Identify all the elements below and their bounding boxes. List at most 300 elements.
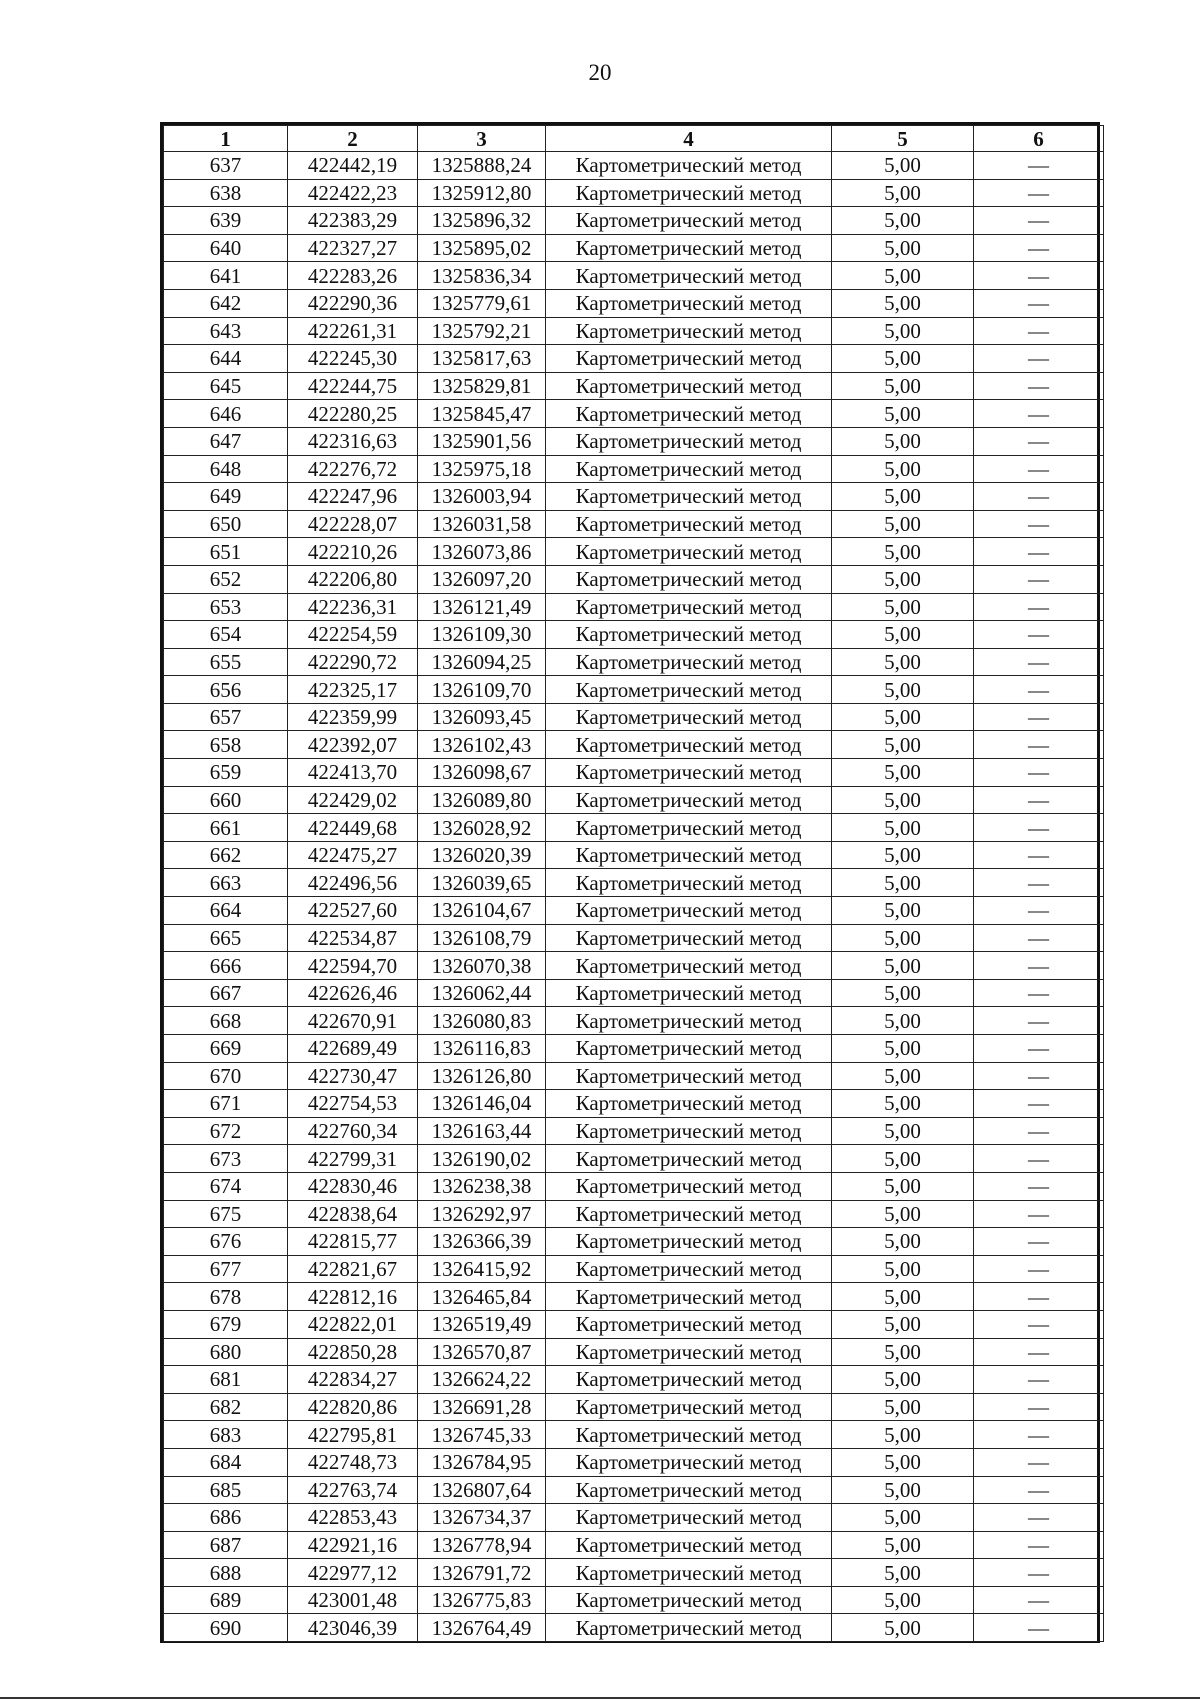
precision-cell: 5,00 [832, 1559, 974, 1587]
y-coordinate-cell: 1325888,24 [418, 152, 546, 180]
x-coordinate-cell: 422276,72 [288, 455, 418, 483]
x-coordinate-cell: 422853,43 [288, 1504, 418, 1532]
method-cell: Картометрический метод [546, 152, 832, 180]
point-number-cell: 682 [164, 1393, 288, 1421]
point-number-cell: 669 [164, 1035, 288, 1063]
y-coordinate-cell: 1325901,56 [418, 427, 546, 455]
point-number-cell: 668 [164, 1007, 288, 1035]
point-number-cell: 678 [164, 1283, 288, 1311]
header-col-6: 6 [974, 126, 1104, 152]
note-cell: — [974, 759, 1104, 787]
note-cell: — [974, 1035, 1104, 1063]
point-number-cell: 681 [164, 1366, 288, 1394]
y-coordinate-cell: 1326778,94 [418, 1531, 546, 1559]
precision-cell: 5,00 [832, 676, 974, 704]
precision-cell: 5,00 [832, 262, 974, 290]
y-coordinate-cell: 1326238,38 [418, 1172, 546, 1200]
table-row [164, 1310, 1104, 1338]
x-coordinate-cell: 422290,72 [288, 648, 418, 676]
precision-cell: 5,00 [832, 1117, 974, 1145]
precision-cell: 5,00 [832, 455, 974, 483]
point-number-cell: 660 [164, 786, 288, 814]
table-row [164, 1476, 1104, 1504]
precision-cell: 5,00 [832, 648, 974, 676]
method-cell: Картометрический метод [546, 400, 832, 428]
method-cell: Картометрический метод [546, 1007, 832, 1035]
method-cell: Картометрический метод [546, 1559, 832, 1587]
y-coordinate-cell: 1326745,33 [418, 1421, 546, 1449]
point-number-cell: 646 [164, 400, 288, 428]
point-number-cell: 659 [164, 759, 288, 787]
point-number-cell: 680 [164, 1338, 288, 1366]
method-cell: Картометрический метод [546, 869, 832, 897]
y-coordinate-cell: 1326109,30 [418, 621, 546, 649]
table-row [164, 1228, 1104, 1256]
y-coordinate-cell: 1326366,39 [418, 1228, 546, 1256]
table-row [164, 869, 1104, 897]
y-coordinate-cell: 1326039,65 [418, 869, 546, 897]
y-coordinate-cell: 1326775,83 [418, 1586, 546, 1614]
point-number-cell: 688 [164, 1559, 288, 1587]
point-number-cell: 658 [164, 731, 288, 759]
note-cell: — [974, 538, 1104, 566]
table-row [164, 1614, 1104, 1642]
note-cell: — [974, 234, 1104, 262]
y-coordinate-cell: 1325896,32 [418, 207, 546, 235]
y-coordinate-cell: 1325817,63 [418, 345, 546, 373]
method-cell: Картометрический метод [546, 207, 832, 235]
precision-cell: 5,00 [832, 1448, 974, 1476]
precision-cell: 5,00 [832, 1255, 974, 1283]
method-cell: Картометрический метод [546, 1448, 832, 1476]
x-coordinate-cell: 422821,67 [288, 1255, 418, 1283]
y-coordinate-cell: 1326465,84 [418, 1283, 546, 1311]
table-row [164, 1366, 1104, 1394]
precision-cell: 5,00 [832, 814, 974, 842]
note-cell: — [974, 1200, 1104, 1228]
precision-cell: 5,00 [832, 538, 974, 566]
table-row [164, 483, 1104, 511]
point-number-cell: 648 [164, 455, 288, 483]
note-cell: — [974, 1504, 1104, 1532]
method-cell: Картометрический метод [546, 1200, 832, 1228]
table-row [164, 427, 1104, 455]
precision-cell: 5,00 [832, 1283, 974, 1311]
x-coordinate-cell: 422594,70 [288, 952, 418, 980]
method-cell: Картометрический метод [546, 372, 832, 400]
table-row [164, 317, 1104, 345]
y-coordinate-cell: 1326734,37 [418, 1504, 546, 1532]
x-coordinate-cell: 422689,49 [288, 1035, 418, 1063]
page-number: 20 [588, 60, 612, 85]
x-coordinate-cell: 422290,36 [288, 289, 418, 317]
table-row [164, 262, 1104, 290]
point-number-cell: 642 [164, 289, 288, 317]
note-cell: — [974, 731, 1104, 759]
y-coordinate-cell: 1326109,70 [418, 676, 546, 704]
precision-cell: 5,00 [832, 1476, 974, 1504]
point-number-cell: 637 [164, 152, 288, 180]
header-col-3: 3 [418, 126, 546, 152]
coordinates-table [160, 122, 1100, 1643]
precision-cell: 5,00 [832, 1504, 974, 1532]
table-row [164, 759, 1104, 787]
note-cell: — [974, 1421, 1104, 1449]
note-cell: — [974, 427, 1104, 455]
table-row [164, 207, 1104, 235]
precision-cell: 5,00 [832, 179, 974, 207]
x-coordinate-cell: 422413,70 [288, 759, 418, 787]
note-cell: — [974, 1310, 1104, 1338]
point-number-cell: 654 [164, 621, 288, 649]
x-coordinate-cell: 422475,27 [288, 841, 418, 869]
y-coordinate-cell: 1326163,44 [418, 1117, 546, 1145]
point-number-cell: 655 [164, 648, 288, 676]
x-coordinate-cell: 422228,07 [288, 510, 418, 538]
note-cell: — [974, 897, 1104, 925]
note-cell: — [974, 1559, 1104, 1587]
x-coordinate-cell: 422449,68 [288, 814, 418, 842]
method-cell: Картометрический метод [546, 1421, 832, 1449]
note-cell: — [974, 1007, 1104, 1035]
y-coordinate-cell: 1326292,97 [418, 1200, 546, 1228]
point-number-cell: 639 [164, 207, 288, 235]
method-cell: Картометрический метод [546, 1393, 832, 1421]
method-cell: Картометрический метод [546, 731, 832, 759]
y-coordinate-cell: 1326098,67 [418, 759, 546, 787]
method-cell: Картометрический метод [546, 1145, 832, 1173]
method-cell: Картометрический метод [546, 1504, 832, 1532]
y-coordinate-cell: 1325912,80 [418, 179, 546, 207]
y-coordinate-cell: 1326415,92 [418, 1255, 546, 1283]
x-coordinate-cell: 422280,25 [288, 400, 418, 428]
x-coordinate-cell: 422496,56 [288, 869, 418, 897]
table-row [164, 1200, 1104, 1228]
method-cell: Картометрический метод [546, 897, 832, 925]
point-number-cell: 665 [164, 924, 288, 952]
table-row [164, 345, 1104, 373]
point-number-cell: 650 [164, 510, 288, 538]
table-row [164, 952, 1104, 980]
table-row [164, 1255, 1104, 1283]
point-number-cell: 661 [164, 814, 288, 842]
method-cell: Картометрический метод [546, 1117, 832, 1145]
table-row [164, 621, 1104, 649]
x-coordinate-cell: 422442,19 [288, 152, 418, 180]
table-row [164, 1531, 1104, 1559]
point-number-cell: 643 [164, 317, 288, 345]
precision-cell: 5,00 [832, 1228, 974, 1256]
point-number-cell: 663 [164, 869, 288, 897]
table-row [164, 1007, 1104, 1035]
point-number-cell: 644 [164, 345, 288, 373]
y-coordinate-cell: 1325895,02 [418, 234, 546, 262]
y-coordinate-cell: 1326070,38 [418, 952, 546, 980]
table-row [164, 841, 1104, 869]
precision-cell: 5,00 [832, 510, 974, 538]
y-coordinate-cell: 1326807,64 [418, 1476, 546, 1504]
method-cell: Картометрический метод [546, 621, 832, 649]
point-number-cell: 656 [164, 676, 288, 704]
method-cell: Картометрический метод [546, 841, 832, 869]
method-cell: Картометрический метод [546, 345, 832, 373]
table-row [164, 676, 1104, 704]
x-coordinate-cell: 422820,86 [288, 1393, 418, 1421]
point-number-cell: 676 [164, 1228, 288, 1256]
table-row [164, 1283, 1104, 1311]
y-coordinate-cell: 1326094,25 [418, 648, 546, 676]
table-row [164, 703, 1104, 731]
note-cell: — [974, 1338, 1104, 1366]
method-cell: Картометрический метод [546, 1476, 832, 1504]
point-number-cell: 653 [164, 593, 288, 621]
y-coordinate-cell: 1326102,43 [418, 731, 546, 759]
note-cell: — [974, 869, 1104, 897]
x-coordinate-cell: 422815,77 [288, 1228, 418, 1256]
precision-cell: 5,00 [832, 1090, 974, 1118]
precision-cell: 5,00 [832, 427, 974, 455]
point-number-cell: 675 [164, 1200, 288, 1228]
precision-cell: 5,00 [832, 869, 974, 897]
y-coordinate-cell: 1325975,18 [418, 455, 546, 483]
precision-cell: 5,00 [832, 1393, 974, 1421]
precision-cell: 5,00 [832, 621, 974, 649]
table-row [164, 1448, 1104, 1476]
y-coordinate-cell: 1326062,44 [418, 979, 546, 1007]
note-cell: — [974, 1586, 1104, 1614]
x-coordinate-cell: 423001,48 [288, 1586, 418, 1614]
note-cell: — [974, 1255, 1104, 1283]
point-number-cell: 651 [164, 538, 288, 566]
y-coordinate-cell: 1326146,04 [418, 1090, 546, 1118]
method-cell: Картометрический метод [546, 1614, 832, 1642]
y-coordinate-cell: 1326028,92 [418, 814, 546, 842]
x-coordinate-cell: 422748,73 [288, 1448, 418, 1476]
point-number-cell: 687 [164, 1531, 288, 1559]
x-coordinate-cell: 422799,31 [288, 1145, 418, 1173]
point-number-cell: 657 [164, 703, 288, 731]
note-cell: — [974, 1531, 1104, 1559]
precision-cell: 5,00 [832, 483, 974, 511]
note-cell: — [974, 1283, 1104, 1311]
y-coordinate-cell: 1326121,49 [418, 593, 546, 621]
method-cell: Картометрический метод [546, 924, 832, 952]
point-number-cell: 638 [164, 179, 288, 207]
method-cell: Картометрический метод [546, 1283, 832, 1311]
point-number-cell: 640 [164, 234, 288, 262]
precision-cell: 5,00 [832, 1062, 974, 1090]
y-coordinate-cell: 1326104,67 [418, 897, 546, 925]
x-coordinate-cell: 422254,59 [288, 621, 418, 649]
table-row [164, 979, 1104, 1007]
precision-cell: 5,00 [832, 731, 974, 759]
table-row [164, 400, 1104, 428]
point-number-cell: 670 [164, 1062, 288, 1090]
method-cell: Картометрический метод [546, 1338, 832, 1366]
note-cell: — [974, 510, 1104, 538]
x-coordinate-cell: 422977,12 [288, 1559, 418, 1587]
x-coordinate-cell: 422626,46 [288, 979, 418, 1007]
x-coordinate-cell: 422812,16 [288, 1283, 418, 1311]
note-cell: — [974, 400, 1104, 428]
table-body [164, 152, 1104, 1642]
x-coordinate-cell: 422830,46 [288, 1172, 418, 1200]
y-coordinate-cell: 1326031,58 [418, 510, 546, 538]
note-cell: — [974, 841, 1104, 869]
table-row [164, 1504, 1104, 1532]
precision-cell: 5,00 [832, 1614, 974, 1642]
precision-cell: 5,00 [832, 1310, 974, 1338]
table-row [164, 152, 1104, 180]
method-cell: Картометрический метод [546, 234, 832, 262]
x-coordinate-cell: 422850,28 [288, 1338, 418, 1366]
table-header-row [164, 126, 1104, 152]
note-cell: — [974, 262, 1104, 290]
y-coordinate-cell: 1326003,94 [418, 483, 546, 511]
y-coordinate-cell: 1325845,47 [418, 400, 546, 428]
method-cell: Картометрический метод [546, 1172, 832, 1200]
table-row [164, 1338, 1104, 1366]
x-coordinate-cell: 422730,47 [288, 1062, 418, 1090]
precision-cell: 5,00 [832, 979, 974, 1007]
method-cell: Картометрический метод [546, 952, 832, 980]
note-cell: — [974, 1614, 1104, 1642]
precision-cell: 5,00 [832, 1145, 974, 1173]
note-cell: — [974, 1448, 1104, 1476]
method-cell: Картометрический метод [546, 510, 832, 538]
method-cell: Картометрический метод [546, 1531, 832, 1559]
precision-cell: 5,00 [832, 1035, 974, 1063]
precision-cell: 5,00 [832, 345, 974, 373]
precision-cell: 5,00 [832, 565, 974, 593]
method-cell: Картометрический метод [546, 427, 832, 455]
table-row [164, 1172, 1104, 1200]
table-row [164, 289, 1104, 317]
y-coordinate-cell: 1325792,21 [418, 317, 546, 345]
x-coordinate-cell: 422760,34 [288, 1117, 418, 1145]
note-cell: — [974, 703, 1104, 731]
point-number-cell: 685 [164, 1476, 288, 1504]
table-row [164, 565, 1104, 593]
x-coordinate-cell: 422534,87 [288, 924, 418, 952]
table-row [164, 924, 1104, 952]
x-coordinate-cell: 422325,17 [288, 676, 418, 704]
point-number-cell: 662 [164, 841, 288, 869]
x-coordinate-cell: 422327,27 [288, 234, 418, 262]
note-cell: — [974, 814, 1104, 842]
method-cell: Картометрический метод [546, 703, 832, 731]
table-row [164, 510, 1104, 538]
y-coordinate-cell: 1326126,80 [418, 1062, 546, 1090]
precision-cell: 5,00 [832, 1200, 974, 1228]
table-row [164, 1145, 1104, 1173]
precision-cell: 5,00 [832, 841, 974, 869]
x-coordinate-cell: 422359,99 [288, 703, 418, 731]
note-cell: — [974, 1366, 1104, 1394]
x-coordinate-cell: 422763,74 [288, 1476, 418, 1504]
table-row [164, 1062, 1104, 1090]
precision-cell: 5,00 [832, 1007, 974, 1035]
note-cell: — [974, 207, 1104, 235]
method-cell: Картометрический метод [546, 814, 832, 842]
x-coordinate-cell: 422527,60 [288, 897, 418, 925]
point-number-cell: 667 [164, 979, 288, 1007]
y-coordinate-cell: 1326080,83 [418, 1007, 546, 1035]
precision-cell: 5,00 [832, 897, 974, 925]
y-coordinate-cell: 1326089,80 [418, 786, 546, 814]
table-row [164, 455, 1104, 483]
note-cell: — [974, 593, 1104, 621]
precision-cell: 5,00 [832, 1421, 974, 1449]
x-coordinate-cell: 422244,75 [288, 372, 418, 400]
x-coordinate-cell: 422392,07 [288, 731, 418, 759]
y-coordinate-cell: 1326791,72 [418, 1559, 546, 1587]
method-cell: Картометрический метод [546, 979, 832, 1007]
point-number-cell: 664 [164, 897, 288, 925]
table-row [164, 814, 1104, 842]
note-cell: — [974, 786, 1104, 814]
point-number-cell: 671 [164, 1090, 288, 1118]
table-row [164, 786, 1104, 814]
table-row [164, 179, 1104, 207]
point-number-cell: 645 [164, 372, 288, 400]
method-cell: Картометрический метод [546, 1586, 832, 1614]
precision-cell: 5,00 [832, 759, 974, 787]
method-cell: Картометрический метод [546, 262, 832, 290]
precision-cell: 5,00 [832, 703, 974, 731]
point-number-cell: 647 [164, 427, 288, 455]
method-cell: Картометрический метод [546, 538, 832, 566]
method-cell: Картометрический метод [546, 593, 832, 621]
point-number-cell: 674 [164, 1172, 288, 1200]
point-number-cell: 689 [164, 1586, 288, 1614]
table-row [164, 1035, 1104, 1063]
table-row [164, 538, 1104, 566]
method-cell: Картометрический метод [546, 179, 832, 207]
table-row [164, 1586, 1104, 1614]
precision-cell: 5,00 [832, 234, 974, 262]
precision-cell: 5,00 [832, 924, 974, 952]
method-cell: Картометрический метод [546, 565, 832, 593]
note-cell: — [974, 1062, 1104, 1090]
table-row [164, 731, 1104, 759]
x-coordinate-cell: 422236,31 [288, 593, 418, 621]
y-coordinate-cell: 1326784,95 [418, 1448, 546, 1476]
note-cell: — [974, 1117, 1104, 1145]
x-coordinate-cell: 422206,80 [288, 565, 418, 593]
method-cell: Картометрический метод [546, 786, 832, 814]
note-cell: — [974, 289, 1104, 317]
x-coordinate-cell: 422838,64 [288, 1200, 418, 1228]
table-row [164, 1117, 1104, 1145]
note-cell: — [974, 1393, 1104, 1421]
method-cell: Картометрический метод [546, 455, 832, 483]
point-number-cell: 690 [164, 1614, 288, 1642]
y-coordinate-cell: 1326570,87 [418, 1338, 546, 1366]
x-coordinate-cell: 422754,53 [288, 1090, 418, 1118]
note-cell: — [974, 317, 1104, 345]
table-row [164, 1393, 1104, 1421]
x-coordinate-cell: 422921,16 [288, 1531, 418, 1559]
point-number-cell: 684 [164, 1448, 288, 1476]
y-coordinate-cell: 1326624,22 [418, 1366, 546, 1394]
method-cell: Картометрический метод [546, 1062, 832, 1090]
y-coordinate-cell: 1326190,02 [418, 1145, 546, 1173]
precision-cell: 5,00 [832, 207, 974, 235]
header-col-5: 5 [832, 126, 974, 152]
x-coordinate-cell: 422422,23 [288, 179, 418, 207]
precision-cell: 5,00 [832, 593, 974, 621]
